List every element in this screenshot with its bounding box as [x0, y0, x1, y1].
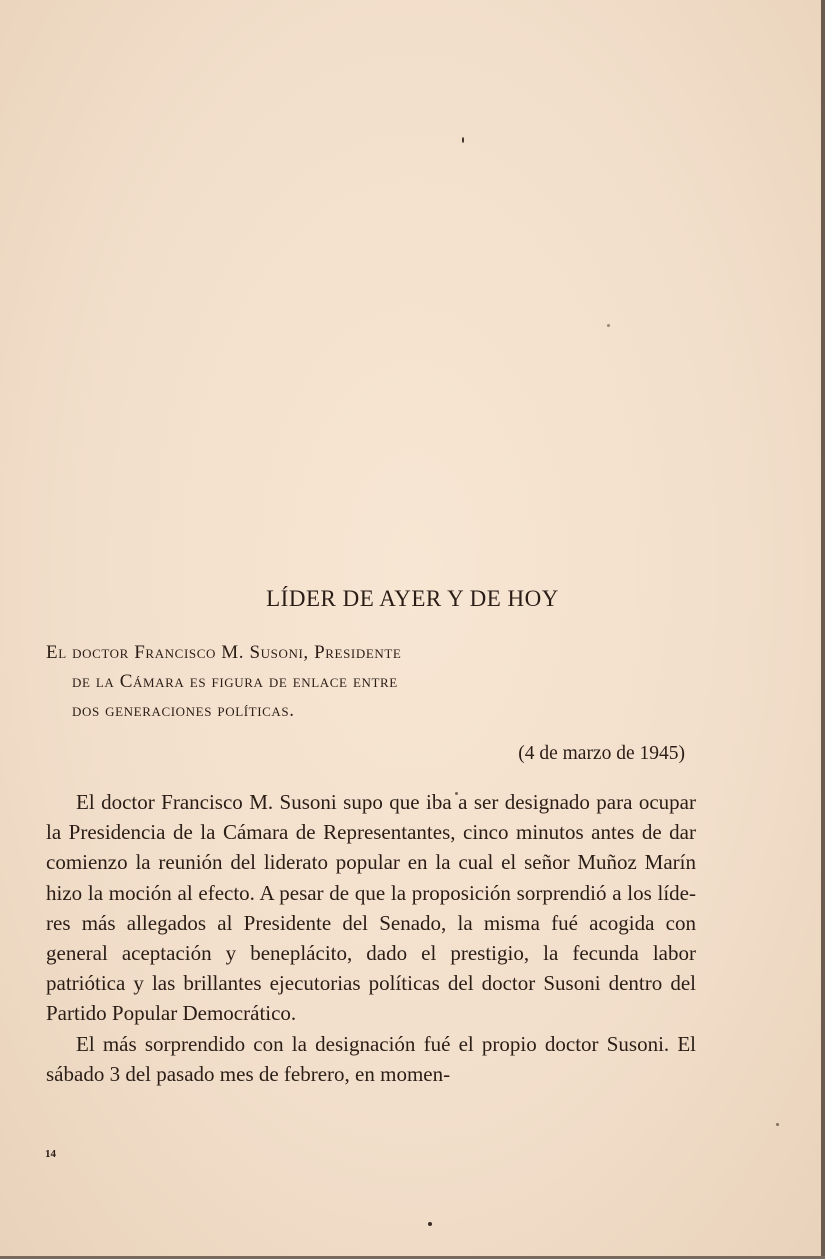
scan-speck — [428, 1222, 432, 1226]
dateline: (4 de marzo de 1945) — [518, 743, 685, 764]
scan-speck — [462, 137, 464, 143]
page-edge-shadow — [821, 0, 825, 1259]
scan-speck — [776, 1123, 779, 1126]
body-text — [46, 787, 696, 1089]
subtitle-line: El doctor Francisco M. Susoni, Presidente — [46, 642, 402, 663]
paragraph: El más sorprendido con la designación fué el propio doctor Susoni. El sábado 3 del pasado mes de febrero, en momen- — [46, 1031, 696, 1086]
scan-speck — [607, 324, 610, 327]
chapter-title: LÍDER DE AYER Y DE HOY — [266, 586, 559, 611]
subtitle-line: de la Cámara es figura de enlace entre — [72, 671, 398, 692]
page-number: 14 — [45, 1148, 56, 1160]
chapter-subtitle — [46, 638, 546, 725]
paragraph: El doctor Francisco M. Susoni supo que iba a ser designado para ocupar la Presidencia de la Cámara de Representantes, cinco minutos antes de dar comienzo la reunión del liderato popular en la cual el señor Muñoz Marín hizo la moción al efecto. A pesar de que la proposición sorprendió a los líderes más allegados al Presidente del Senado, la misma fué acogida con general aceptación y beneplácito, dado el prestigio, la fecunda labor patriótica y las brillantes ejecutorias políticas del doctor Susoni dentro del Partido Popular Democrático. — [46, 790, 696, 1026]
subtitle-line: dos generaciones políticas. — [72, 700, 295, 721]
